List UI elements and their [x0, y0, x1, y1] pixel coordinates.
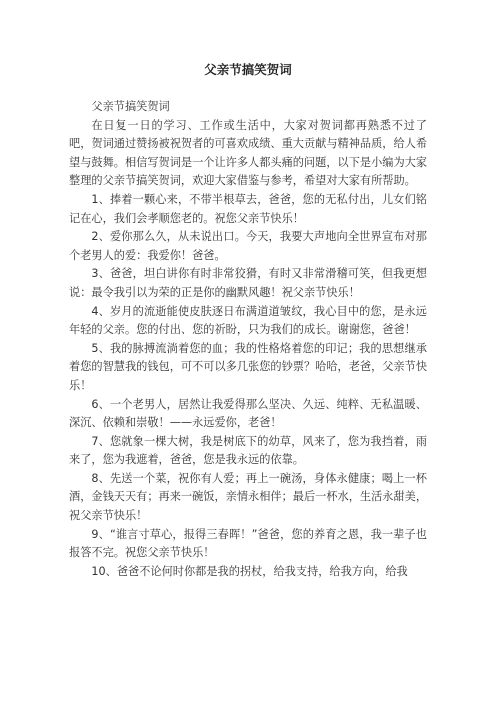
- greeting-item-6: 6、一个老男人，居然让我爱得那么坚决、久远、纯粹、无私温暖、深沉、依赖和崇敬！——永远爱你，老爸！: [69, 397, 427, 430]
- greeting-item-8: 8、先送一个菜，祝你有人爱；再上一碗汤，身体永健康；喝上一杯酒，金钱天天有；再来一碗饭，亲情永相伴；最后一杯水，生活永甜美，祝父亲节快乐！: [69, 471, 428, 523]
- subtitle-paragraph: 父亲节搞笑贺词: [91, 100, 170, 113]
- greeting-item-4: 4、岁月的流逝能使皮肤逐日布满道道皱纹，我心目中的您，是永远年轻的父亲。您的付出、您的祈盼，只为我们的成长。谢谢您，爸爸！: [69, 304, 427, 337]
- intro-paragraph: 在日复一日的学习、工作或生活中，大家对贺词都再熟悉不过了吧，贺词通过赞扬被祝贺者的可喜欢成绩、重大贡献与精神品质，给人希望与鼓舞。相信写贺词是一个让许多人都头痛的问题，以下是小编为大家整理的父亲节搞笑贺词，欢迎大家借鉴与参考，希望对大家有所帮助。: [69, 118, 428, 188]
- greeting-item-1: 1、捧着一颗心来，不带半根草去，爸爸，您的无私付出，儿女们铭记在心，我们会孝顺您老的。祝您父亲节快乐！: [69, 192, 427, 225]
- document-title: 父亲节搞笑贺词: [204, 62, 292, 77]
- greeting-item-10: 10、爸爸不论何时你都是我的拐杖，给我支持，给我方向，给我: [91, 564, 408, 578]
- greeting-item-5: 5、我的脉搏流淌着您的血；我的性格烙着您的印记；我的思想继承着您的智慧我的钱包，可不可以多几张您的钞票？哈哈，老爸，父亲节快乐！: [69, 341, 428, 392]
- document-body: [69, 98, 427, 581]
- greeting-item-3: 3、爸爸，坦白讲你有时非常狡猾，有时又非常滑稽可笑，但我更想说：最令我引以为荣的正是你的幽默风趣！祝父亲节快乐！: [69, 267, 427, 299]
- greeting-item-7: 7、您就象一棵大树，我是树底下的幼草，风来了，您为我挡着，雨来了，您为我遮着，爸爸，您是我永远的依靠。: [69, 434, 427, 467]
- greeting-item-2: 2、爱你那么久，从未说出口。今天，我要大声地向全世界宣布对那个老男人的爱：我爱你！爸爸。: [69, 230, 427, 262]
- greeting-item-9: 9、“谁言寸草心，报得三春晖！”爸爸，您的养育之恩，我一辈子也报答不完。祝您父亲节快乐！: [69, 527, 427, 560]
